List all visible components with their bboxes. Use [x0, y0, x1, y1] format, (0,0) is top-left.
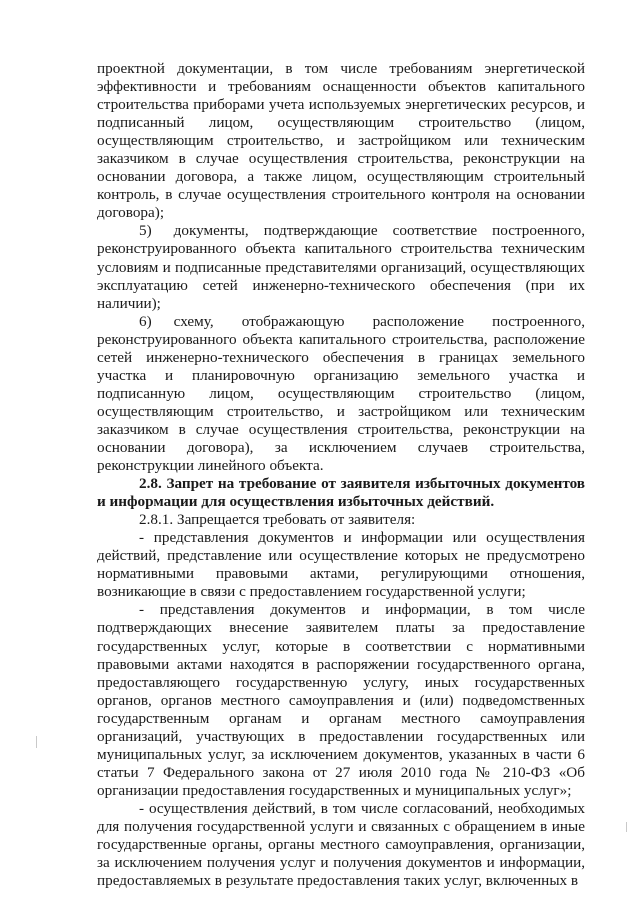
list-item-text: документы, подтверждающие соответствие построенного, реконструированного объекта капитального строительства техническим условиям и подписанные представителями организаций, осуществляющих эксплуатацию сетей инженерно-технического обеспечения (при их наличии);: [97, 222, 585, 312]
list-item-number: 5): [139, 222, 152, 240]
list-item-number: 6): [139, 312, 152, 330]
subsection-heading: 2.8.1. Запрещается требовать от заявителя:: [139, 511, 416, 529]
scan-artifact: [36, 736, 37, 748]
list-item-5: [97, 222, 585, 312]
dash-list-item: - представления документов и информации или осуществления действий, представление или осуществление которых не предусмотрено нормативными правовыми актами, регулирующими отношения, возникающие в связи с предоставлением государственной услуги;: [97, 529, 585, 601]
dash-list-item: - представления документов и информации, в том числе подтверждающих внесение заявителем платы за предоставление государственных услуг, которые в соответствии с нормативными правовыми актами находятся в распоряжении государственного органа, предоставляющего государственную услугу, иных государственных органов, органов местного самоуправления и (или) подведомственных государственным органам и органам местного самоуправления организаций, участвующих в предоставлении государственных или муниципальных услуг, за исключением документов, указанных в части 6 статьи 7 Федерального закона от 27 июля 2010 года № 210-ФЗ «Об организации предоставления государственных и муниципальных услуг»;: [97, 601, 585, 799]
section-heading: 2.8. Запрет на требование от заявителя избыточных документов и информации для осуществления избыточных действий.: [97, 475, 585, 511]
document-page: [97, 60, 585, 890]
scan-artifact: [626, 822, 627, 832]
dash-list-item: - осуществления действий, в том числе согласований, необходимых для получения государственной услуги и связанных с обращением в иные государственные органы, органы местного самоуправления, организации, за исключением получения услуг и получения документов и информации, предоставляемых в результате предоставления таких услуг, включенных в: [97, 799, 585, 890]
list-item-6: [97, 313, 585, 475]
paragraph-continuation: проектной документации, в том числе требованиям энергетической эффективности и требованиям оснащенности объектов капитального строительства приборами учета используемых энергетических ресурсов, и подписанный лицом, осуществляющим строительство (лицом, осуществляющим строительство, и застройщиком или техническим заказчиком в случае осуществления строительства, реконструкции на основании договора, а также лицом, осуществляющим строительный контроль, в случае осуществления строительного контроля на основании договора);: [97, 60, 585, 222]
list-item-text: схему, отображающую расположение построенного, реконструированного объекта капитального строительства, расположение сетей инженерно-технического обеспечения в границах земельного участка и планировочную организацию земельного участка и подписанную лицом, осуществляющим строительство (лицом, осуществляющим строительство, и застройщиком или техническим заказчиком в случае осуществления строительства, реконструкции на основании договора), за исключением случаев строительства, реконструкции линейного объекта.: [97, 312, 585, 475]
